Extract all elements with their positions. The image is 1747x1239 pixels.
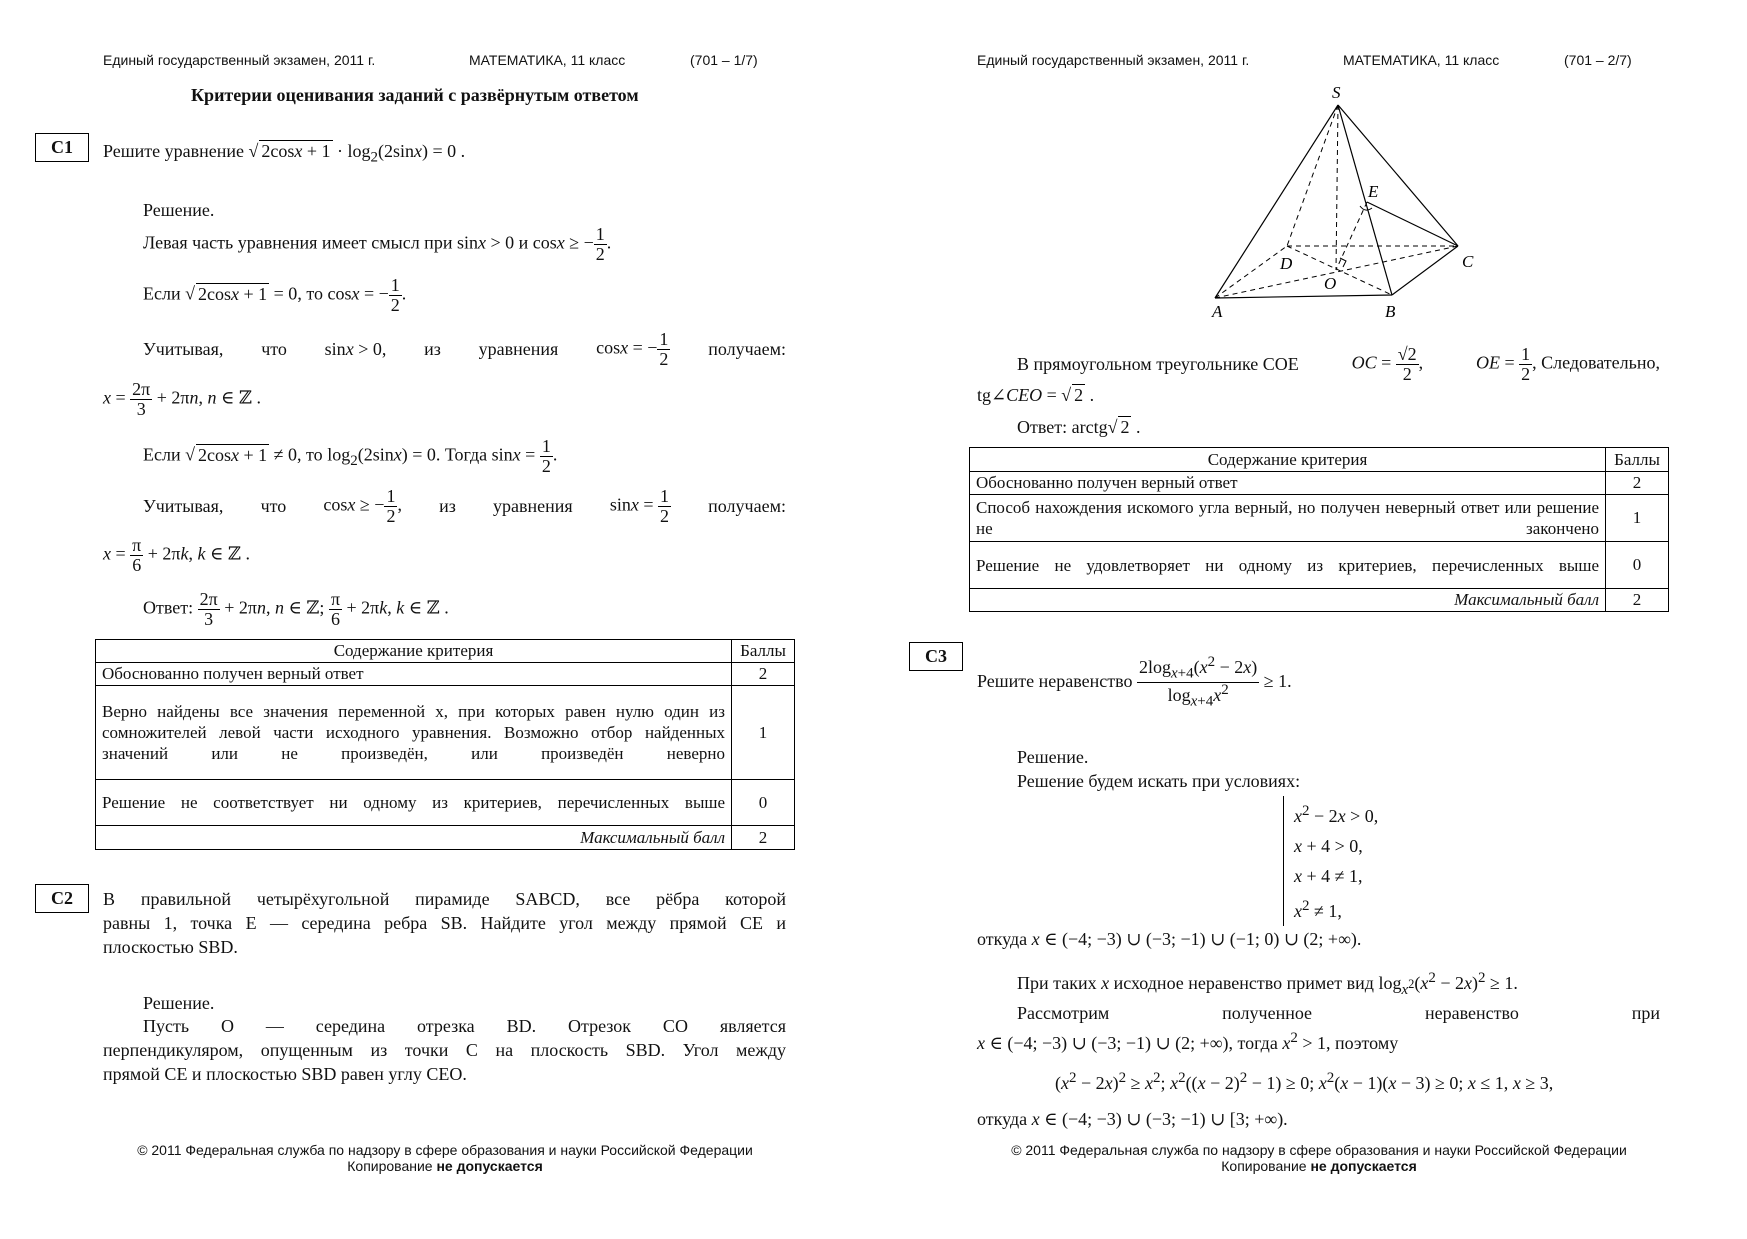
c3-system: $x^2 - 2x > 0$, x + 4 > 0, x + 4 ≠ 1, $x^2 \ne 1$, bbox=[1283, 796, 1378, 926]
page-title: Критерии оценивания заданий с развёрнутым ответом bbox=[191, 85, 639, 105]
edge-bc bbox=[1392, 246, 1458, 295]
c3-then-so: , тогда bbox=[1228, 1033, 1278, 1053]
c1-root2: x = $\frac{\pi}{6}$ + 2πk, k ∈ ℤ . bbox=[103, 535, 250, 575]
c3-interval-line: x ∈ (−4; −3) ∪ (−3; −1) ∪ (2; +∞), тогда $x^2 > 1$, поэтому bbox=[977, 1030, 1399, 1053]
c3-at: при bbox=[1631, 1003, 1660, 1023]
right-header-subject: МАТЕМАТИКА, 11 класс bbox=[1343, 52, 1500, 68]
left-header-page: (701 – 1/7) bbox=[690, 52, 758, 68]
c1-equation-2: уравнения bbox=[493, 495, 573, 516]
height-so bbox=[1336, 105, 1338, 270]
task-label-c2: C2 bbox=[35, 884, 89, 913]
left-footer bbox=[95, 1142, 795, 1174]
left-header-exam: Единый государственный экзамен, 2011 г. bbox=[103, 52, 376, 68]
edge-ab bbox=[1215, 295, 1392, 298]
angle-mark bbox=[1360, 206, 1372, 210]
c1-row1-points: 2 bbox=[732, 663, 795, 686]
task-label-c3: C3 bbox=[909, 642, 963, 671]
c1-if-word: Если bbox=[143, 283, 181, 304]
c3-ineq-takes: исходное неравенство примет вид bbox=[1113, 973, 1374, 993]
c1-line1-text: Левая часть уравнения имеет смысл при bbox=[143, 232, 453, 253]
point-o-label: O bbox=[1324, 274, 1337, 293]
c2-task-line1: В правильной четырёхугольной пирамиде SABCD, все рёбра которой bbox=[103, 889, 786, 909]
c3-with-such: При таких bbox=[1017, 973, 1097, 993]
right-header-exam: Единый государственный экзамен, 2011 г. bbox=[977, 52, 1250, 68]
left-footer-forbidden: не допускается bbox=[436, 1158, 543, 1174]
c1-answer: Ответ: $\frac{2\pi}{3}$ + 2πn, n ∈ ℤ; $\frac{\pi}{6}$ + 2πk, k ∈ ℤ . bbox=[143, 589, 449, 629]
c1-max-points: 2 bbox=[732, 826, 795, 850]
c1-root1: x = $\frac{2\pi}{3}$ + 2πn, n ∈ ℤ . bbox=[103, 379, 261, 419]
right-footer-copy: Копирование bbox=[1221, 1158, 1307, 1174]
c1-line1: Левая часть уравнения имеет смысл при sinx > 0 и cosx ≥ − $\frac{1}{2}$ . bbox=[143, 224, 612, 264]
table-row bbox=[96, 663, 795, 686]
c1-table-head-points: Баллы bbox=[732, 640, 795, 663]
c1-considering: Учитывая, bbox=[143, 338, 224, 359]
c3-result: откуда x ∈ (−4; −3) ∪ (−3; −1) ∪ [3; +∞). bbox=[977, 1109, 1288, 1129]
segment-ec bbox=[1367, 202, 1458, 246]
c1-row3-text: Решение не соответствует ни одному из критериев, перечисленных выше bbox=[96, 780, 732, 826]
c1-line4: Если √ 2cosx + 1 ≠ 0, то $\log_2(2\sin x) = 0$. Тогда sinx = $\frac{1}{2}$ . bbox=[143, 436, 558, 476]
c2-table-head-content: Содержание критерия bbox=[970, 448, 1606, 472]
c1-that: что bbox=[261, 338, 287, 359]
c2-row3-text: Решение не удовлетворяет ни одному из критериев, перечисленных выше bbox=[970, 542, 1606, 589]
c1-task: Решите уравнение √ $2\cos x + 1 \cdot \log_2(2\sin x) = 0$ . bbox=[103, 141, 466, 166]
c2-sol-line2: перпендикуляром, опущенным из точки C на плоскость SBD. Угол между bbox=[103, 1040, 786, 1060]
pyramid-figure bbox=[1200, 80, 1480, 325]
c2-table-head-points: Баллы bbox=[1606, 448, 1669, 472]
table-row bbox=[970, 472, 1669, 495]
c1-then-word3: . Тогда bbox=[435, 444, 488, 465]
c3-line-such: При таких x исходное неравенство примет вид $\log_{x^2}(x^2 - 2x)^2 \ge 1$. bbox=[1017, 970, 1518, 998]
c1-line3: Учитывая, что sinx > 0, из уравнения cosx = − $\frac{1}{2}$ получаем: bbox=[143, 329, 786, 369]
c2-task-line3: плоскостью SBD. bbox=[103, 937, 238, 957]
c3-task-text: Решите неравенство bbox=[977, 670, 1133, 691]
c1-task-text: Решите уравнение bbox=[103, 141, 244, 161]
right-header-page: (701 – 2/7) bbox=[1564, 52, 1632, 68]
table-row bbox=[96, 780, 795, 826]
table-row bbox=[970, 542, 1669, 589]
edge-sb bbox=[1338, 105, 1392, 295]
task-label-c1: C1 bbox=[35, 133, 89, 162]
c1-line2: Если √ 2cosx + 1 = 0, то cosx = − $\frac{1}{2}$ . bbox=[143, 275, 407, 315]
right-footer-line1: © 2011 Федеральная служба по надзору в сфере образования и науки Российской Федерации bbox=[1011, 1142, 1627, 1158]
c2-cont-tg: tg∠CEO = √ 2 . bbox=[977, 385, 1095, 405]
c2-row1-text: Обоснованно получен верный ответ bbox=[970, 472, 1606, 495]
c3-whence-2: откуда bbox=[977, 1109, 1028, 1129]
c1-solution-label: Решение. bbox=[143, 200, 215, 220]
c1-row2-text: Верно найдены все значения переменной x, при которых равен нулю один из сомножителей левой части исходного уравнения. Возможно отбор найденных значений или не произведён, или произведён неверно bbox=[96, 686, 732, 780]
vertex-s-label: S bbox=[1332, 83, 1341, 102]
c2-sol-line1: Пусть O — середина отрезка BD. Отрезок CO является bbox=[143, 1016, 786, 1036]
c1-row2-points: 1 bbox=[732, 686, 795, 780]
c1-then-word: , то bbox=[297, 283, 323, 304]
c3-obtained: полученное bbox=[1222, 1003, 1313, 1023]
c2-cont-answer: Ответ: arctg√ 2 . bbox=[1017, 417, 1141, 437]
c2-criteria-table bbox=[969, 447, 1669, 612]
c2-row1-points: 2 bbox=[1606, 472, 1669, 495]
table-row bbox=[96, 686, 795, 780]
c2-max-points: 2 bbox=[1606, 589, 1669, 612]
segment-eo bbox=[1336, 202, 1367, 270]
c2-solution-label: Решение. bbox=[143, 993, 215, 1013]
c1-max-label: Максимальный балл bbox=[96, 826, 732, 850]
left-header-subject: МАТЕМАТИКА, 11 класс bbox=[469, 52, 626, 68]
c2-row2-points: 1 bbox=[1606, 495, 1669, 542]
c3-task: Решите неравенство $\frac{2\log_{x+4}(x^2 - 2x)}{\log_{x+4}x^2}$ ≥ 1. bbox=[977, 654, 1292, 710]
vertex-b-label: B bbox=[1385, 302, 1396, 321]
c3-whence: откуда bbox=[977, 929, 1028, 949]
c1-equation: уравнения bbox=[478, 338, 559, 359]
c2-cont-line1: В прямоугольном треугольнике COE OC = $\frac{√2}{2}$ , OE = $\frac{1}{2}$ , Следовательно, bbox=[1017, 344, 1660, 384]
vertex-c-label: C bbox=[1462, 252, 1474, 271]
vertex-a-label: A bbox=[1212, 302, 1223, 321]
c1-get: получаем: bbox=[708, 338, 786, 359]
c1-answer-label: Ответ: bbox=[143, 597, 194, 618]
table-row bbox=[970, 495, 1669, 542]
c2-cont-consequently: , Следовательно, bbox=[1532, 352, 1660, 373]
c2-task-line2: равны 1, точка E — середина ребра SB. Найдите угол между прямой CE и bbox=[103, 913, 786, 933]
c2-row3-points: 0 bbox=[1606, 542, 1669, 589]
edge-sc bbox=[1338, 105, 1458, 246]
c3-transform: $(x^2 - 2x)^2 \ge x^2$; $x^2((x - 2)^2 - 1) \ge 0$; $x^2(x - 1)(x - 3) \ge 0$; x ≤ 1, x ≥ 3, bbox=[1055, 1070, 1554, 1093]
c1-considering-2: Учитывая, bbox=[143, 495, 224, 516]
c2-sol-line3: прямой CE и плоскостью SBD равен углу CEO. bbox=[103, 1064, 467, 1084]
c3-solution-label: Решение. bbox=[1017, 747, 1089, 767]
right-footer bbox=[969, 1142, 1669, 1174]
c1-line5: Учитывая, что cosx ≥ − $\frac{1}{2}$ , из уравнения sinx = $\frac{1}{2}$ получаем: bbox=[143, 486, 786, 526]
edge-sd bbox=[1287, 105, 1338, 246]
left-footer-copy: Копирование bbox=[347, 1158, 433, 1174]
c2-cont-line1-text: В прямоугольном треугольнике COE bbox=[1017, 353, 1299, 374]
edge-sa bbox=[1215, 105, 1338, 298]
c1-criteria-table bbox=[95, 639, 795, 850]
c2-row2-text: Способ нахождения искомого угла верный, но получен неверный ответ или решение не закончено bbox=[970, 495, 1606, 542]
c2-max-label: Максимальный балл bbox=[970, 589, 1606, 612]
c1-if-word-2: Если bbox=[143, 444, 181, 465]
c1-that-2: что bbox=[260, 495, 287, 516]
c1-table-head-content: Содержание критерия bbox=[96, 640, 732, 663]
c1-then-word-2: , то bbox=[297, 444, 323, 465]
c1-from: из bbox=[424, 338, 441, 359]
c3-therefore: , поэтому bbox=[1325, 1033, 1399, 1053]
c2-cont-answer-label: Ответ: bbox=[1017, 417, 1068, 437]
point-e-label: E bbox=[1368, 182, 1379, 201]
c1-get-2: получаем: bbox=[708, 495, 786, 516]
c1-row1-text: Обоснованно получен верный ответ bbox=[96, 663, 732, 686]
c1-row3-points: 0 bbox=[732, 780, 795, 826]
c1-from-2: из bbox=[439, 495, 456, 516]
c3-consider: Рассмотрим bbox=[1017, 1003, 1110, 1023]
diag-db bbox=[1287, 246, 1392, 295]
left-footer-line2 bbox=[95, 1158, 795, 1174]
c3-inequality: неравенство bbox=[1424, 1003, 1519, 1023]
c3-consider-line bbox=[1017, 1003, 1660, 1024]
c3-conditions: Решение будем искать при условиях: bbox=[1017, 771, 1301, 791]
right-footer-line2 bbox=[969, 1158, 1669, 1174]
c3-domain: откуда x ∈ (−4; −3) ∪ (−3; −1) ∪ (−1; 0) ∪ (2; +∞). bbox=[977, 929, 1362, 949]
left-footer-line1: © 2011 Федеральная служба по надзору в сфере образования и науки Российской Федерации bbox=[137, 1142, 753, 1158]
right-footer-forbidden: не допускается bbox=[1310, 1158, 1417, 1174]
vertex-d-label: D bbox=[1280, 254, 1293, 273]
